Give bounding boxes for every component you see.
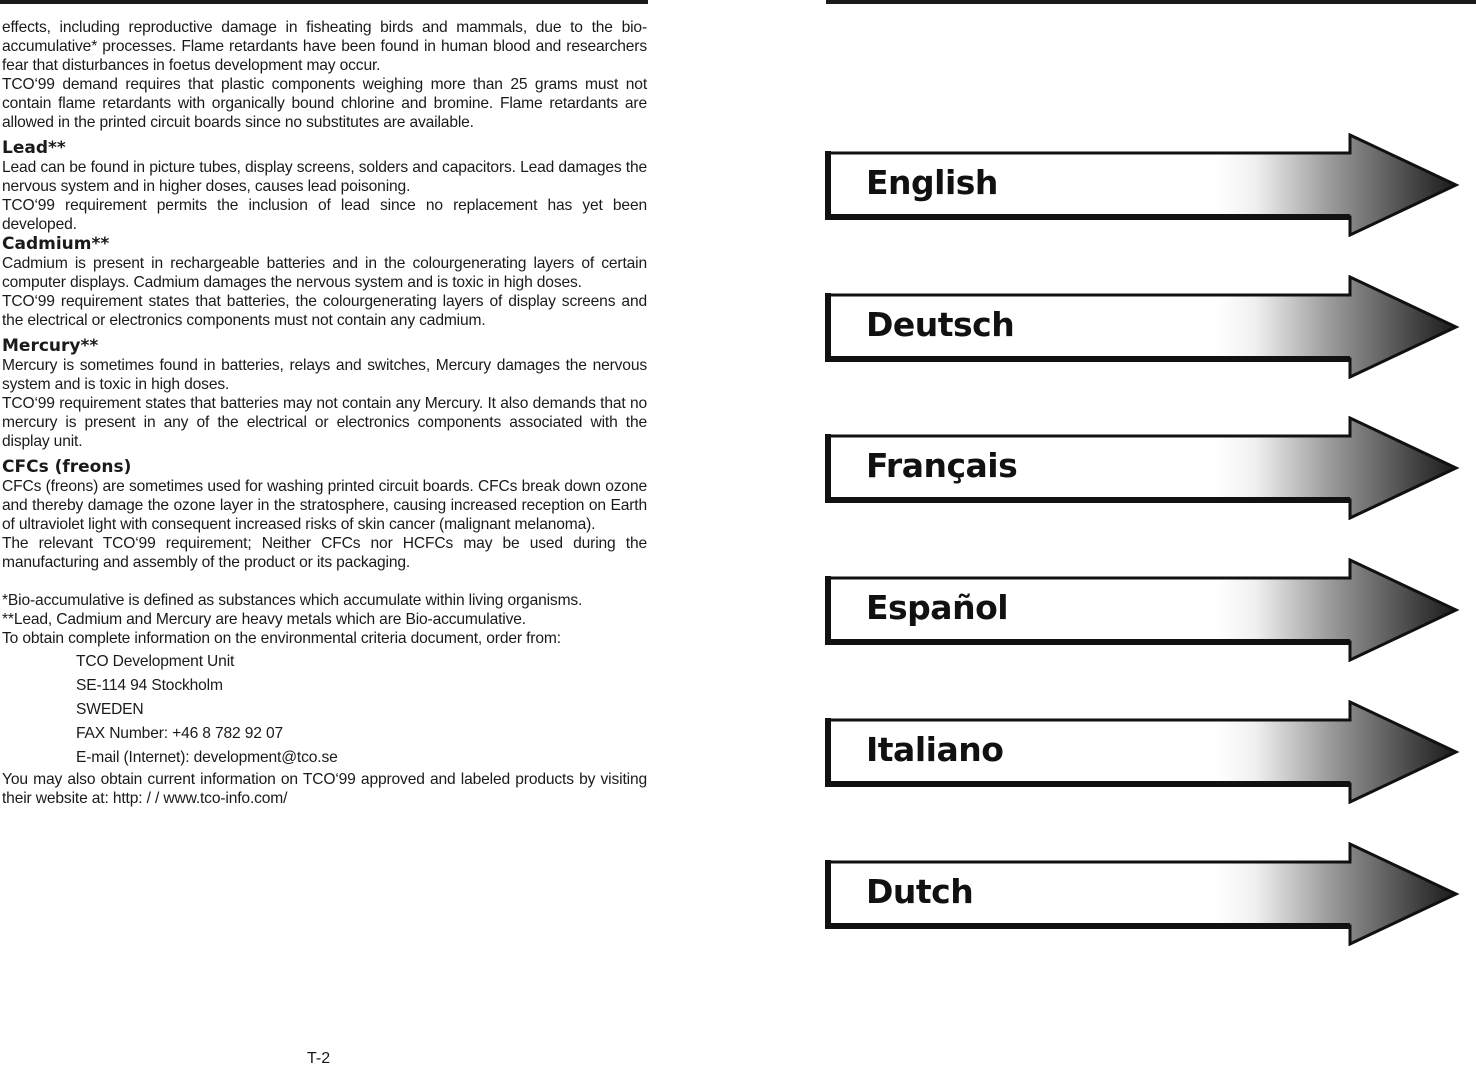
section-paragraph: TCO‘99 requirement permits the inclusion of lead since no replacement has yet been developed. [2, 197, 647, 233]
address-line: SE-114 94 Stockholm [76, 677, 223, 694]
closing-paragraph: You may also obtain current information on TCO‘99 approved and labeled products by visiting their website at: http: / / www.tco-info.com/ [2, 771, 647, 807]
section-paragraph: CFCs (freons) are sometimes used for washing printed circuit boards. CFCs break down ozone and thereby damage the ozone layer in the stratosphere, causing increased reception on Earth of ultraviolet light with consequent increased risks of skin cancer (malignant melanoma). [2, 478, 647, 533]
section-heading-lead: Lead** [2, 138, 66, 158]
language-label: English [866, 163, 998, 202]
section-paragraph: Lead can be found in picture tubes, display screens, solders and capacitors. Lead damages the nervous system and in higher doses, causes lead poisoning. [2, 159, 647, 195]
footnote: **Lead, Cadmium and Mercury are heavy metals which are Bio-accumulative. [2, 611, 526, 628]
spacer [2, 572, 647, 591]
left-page-content [2, 18, 647, 808]
language-label: Deutsch [866, 305, 1015, 344]
top-rule-left [0, 0, 648, 4]
language-arrow-deutsch[interactable] [824, 275, 1460, 379]
email-line: E-mail (Internet): development@tco.se [76, 749, 338, 766]
section-paragraph: TCO‘99 requirement states that batteries, the colourgenerating layers of display screens and the electrical or electronics components must not contain any cadmium. [2, 293, 647, 329]
section-paragraph: TCO‘99 requirement states that batteries may not contain any Mercury. It also demands that no mercury is present in any of the electrical or electronics components associated with the display unit. [2, 395, 647, 450]
language-label: Dutch [866, 872, 974, 911]
address-block [76, 650, 647, 770]
section-heading-cadmium: Cadmium** [2, 234, 110, 254]
section-paragraph: Cadmium is present in rechargeable batteries and in the colourgenerating layers of certain computer displays. Cadmium damages the nervous system and is toxic in high doses. [2, 255, 647, 291]
intro-paragraph: effects, including reproductive damage in fisheating birds and mammals, due to the bio-accumulative* processes. Flame retardants have been found in human blood and researchers fear that disturbances in foetus development may occur. [2, 19, 647, 74]
language-label: Italiano [866, 730, 1004, 769]
section-heading-cfcs: CFCs (freons) [2, 457, 132, 477]
language-arrow-dutch[interactable] [824, 842, 1460, 946]
language-arrow-francais[interactable] [824, 416, 1460, 520]
language-arrow-espanol[interactable] [824, 558, 1460, 662]
section-paragraph: The relevant TCO‘99 requirement; Neither CFCs nor HCFCs may be used during the manufacturing and assembly of the product or its packaging. [2, 535, 647, 571]
address-line: FAX Number: +46 8 782 92 07 [76, 725, 284, 742]
language-label: Français [866, 446, 1018, 485]
section-paragraph: Mercury is sometimes found in batteries, relays and switches, Mercury damages the nervous system and is toxic in high doses. [2, 357, 647, 393]
page-number: T-2 [307, 1050, 331, 1067]
language-label: Español [866, 588, 1009, 627]
address-line: TCO Development Unit [76, 653, 235, 670]
language-arrow-italiano[interactable] [824, 700, 1460, 804]
section-heading-mercury: Mercury** [2, 336, 99, 356]
intro-paragraph: TCO‘99 demand requires that plastic components weighing more than 25 grams must not contain flame retardants with organically bound chlorine and bromine. Flame retardants are allowed in the printed circuit boards since no substitutes are available. [2, 76, 647, 131]
footnote: *Bio-accumulative is defined as substances which accumulate within living organisms. [2, 592, 583, 609]
address-line: SWEDEN [76, 701, 144, 718]
language-arrow-english[interactable] [824, 133, 1460, 237]
language-selector [824, 0, 1474, 1069]
footnote: To obtain complete information on the environmental criteria document, order from: [2, 630, 561, 647]
